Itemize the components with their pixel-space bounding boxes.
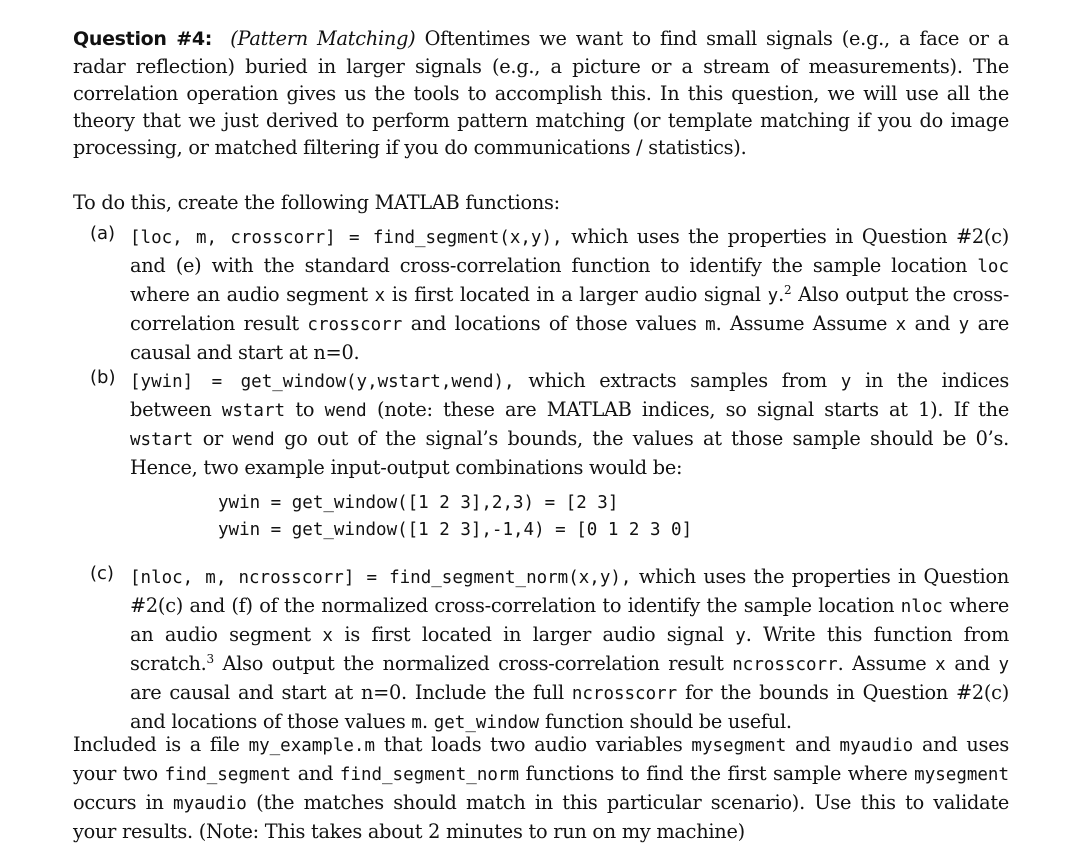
code-term: y — [958, 315, 970, 335]
code-term: loc — [977, 257, 1009, 277]
code-term: find_segment — [164, 765, 292, 785]
code-term: ncrosscorr — [732, 655, 838, 675]
code-term: x — [322, 626, 333, 646]
code-term: x — [374, 286, 386, 306]
closing-paragraph: Included is a file my_example.m that loads two audio variables mysegment and myaudio and uses your two find_segment and find_segment_norm functions to find the first sample where mysegment occurs in myaudio (the matches should match in this particular scenario). Use this to validate your results. (Note: This takes about 2 minutes to run on my machine) — [73, 733, 1010, 843]
item-marker: (b) — [90, 367, 116, 388]
question-paragraph — [73, 25, 1009, 161]
code-term: m — [411, 713, 422, 733]
footnote-mark: 2 — [784, 283, 792, 297]
list-item-b — [90, 367, 1009, 481]
code-term: mysegment — [691, 736, 787, 756]
item-text: [loc, m, crosscorr] = find_segment(x,y), which uses the properties in Question #2(c) and (e) with the standard cross-correlation function to identify the sample location loc where an audio segment x is first located in a larger audio signal y.$^2$ Also output the cross-correlation result crosscorr and locations of those values m. Assume Assume x and y are causal and start at n=0. — [130, 225, 1009, 364]
code-term: wend — [232, 430, 275, 450]
code-term: y — [767, 286, 779, 306]
code-term: mysegment — [914, 765, 1009, 785]
code-term: get_window — [433, 713, 540, 733]
code-term: wend — [324, 401, 367, 421]
code-example-1: ywin = get_window([1 2 3],2,3) = [2 3] — [218, 493, 619, 513]
code-term: find_segment_norm — [339, 765, 519, 785]
item-text: [ywin] = get_window(y,wstart,wend), which extracts samples from y in the indices between wstart to wend (note: these are MATLAB indices, so signal starts at 1). If the wstart or wend go out of the signal’s bounds, the values at those sample should be 0’s. Hence, two example input-output combinations would be: — [130, 369, 1009, 479]
code-term: ncrosscorr — [571, 684, 678, 704]
code-term: m — [705, 315, 716, 335]
list-item-a — [90, 223, 1009, 366]
document-page — [73, 25, 1010, 843]
code-example-2: ywin = get_window([1 2 3],-1,4) = [0 1 2 3 0] — [218, 520, 693, 540]
code-term: x — [935, 655, 946, 675]
footnote-mark: 3 — [206, 652, 214, 666]
code-term: wstart — [130, 430, 194, 450]
code-term: nloc — [900, 597, 943, 617]
code-term: crosscorr — [307, 315, 403, 335]
intro-text: To do this, create the following MATLAB functions: — [73, 191, 560, 214]
question-text: Oftentimes we want to find small signals (e.g., a face or a radar reflection) buried in larger signals (e.g., a picture or a stream of measurements). The correlation operation gives us the tools to accomplish this. In this question, we will use all the theory that we just derived to perform pattern matching (or template matching if you do image processing, or matched filtering if you do communications / statistics). — [73, 27, 1010, 159]
code-term: y — [998, 655, 1010, 675]
item-text: [nloc, m, ncrosscorr] = find_segment_norm(x,y), which uses the properties in Question #2(c) and (f) of the normalized cross-correlation to identify the sample location nloc where an audio segment x is first located in larger audio signal y. Write this function from scratch.$^3$ Also output the normalized cross-correlation result ncrosscorr. Assume x and y are causal and start at n=0. Include the full ncrosscorr for the bounds in Question #2(c) and locations of those values m. get_window function should be useful. — [130, 565, 1010, 733]
function-signature: [nloc, m, ncrosscorr] = find_segment_norm(x,y), — [130, 568, 632, 588]
code-term: x — [895, 315, 907, 335]
code-term: y — [735, 626, 746, 646]
item-marker: (c) — [90, 563, 114, 584]
code-term: myaudio — [173, 794, 247, 814]
code-term: y — [840, 372, 852, 392]
code-term: wstart — [221, 401, 286, 421]
code-term: my_example.m — [248, 736, 375, 756]
code-term: myaudio — [839, 736, 914, 756]
function-signature: [ywin] = get_window(y,wstart,wend), — [130, 372, 515, 392]
list-item-c — [90, 563, 1010, 737]
item-marker: (a) — [90, 223, 116, 244]
function-signature: [loc, m, crosscorr] = find_segment(x,y), — [130, 228, 563, 248]
question-title: (Pattern Matching) — [230, 27, 416, 50]
question-label: Question #4: — [73, 28, 213, 50]
